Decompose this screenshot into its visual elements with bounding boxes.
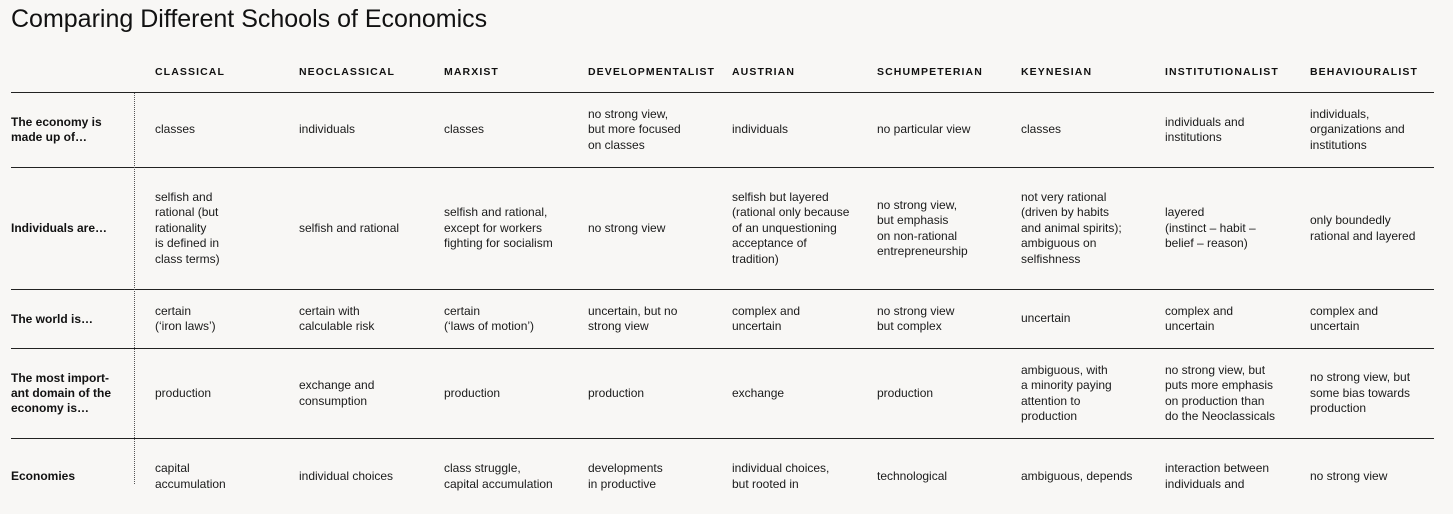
cell-economies-schumpeterian — [877, 439, 1015, 514]
row-label-text: The economy is made up of… — [11, 115, 102, 144]
cell-text: no strong view, but more focused on classes — [588, 106, 681, 152]
cell-text: selfish and rational — [299, 220, 400, 235]
cell-individuals-are-marxist — [444, 168, 582, 289]
cell-individuals-are-schumpeterian — [877, 168, 1015, 289]
cell-text: classes — [444, 122, 485, 137]
cell-most-important-domain-behaviouralist — [1310, 349, 1446, 438]
column-header-classical: CLASSICAL — [155, 66, 225, 78]
cell-individuals-are-developmentalist — [588, 168, 726, 289]
cell-text: ambiguous, with a minority paying attention to production — [1021, 362, 1112, 423]
cell-text: classes — [155, 122, 196, 137]
cell-most-important-domain-institutionalist — [1165, 349, 1303, 438]
cell-text: production — [877, 385, 934, 400]
cell-individuals-are-neoclassical — [299, 168, 437, 289]
cell-economies-austrian — [732, 439, 870, 514]
cell-text: individuals — [299, 122, 356, 137]
cell-most-important-domain-developmentalist — [588, 349, 726, 438]
cell-world-is-behaviouralist — [1310, 290, 1446, 348]
cell-text: complex and uncertain — [1310, 303, 1379, 333]
cell-economy-made-up-of-behaviouralist — [1310, 93, 1446, 167]
cell-text: exchange — [732, 385, 785, 400]
cell-economy-made-up-of-developmentalist — [588, 93, 726, 167]
cell-text: no strong view, but some bias towards production — [1310, 370, 1411, 416]
cell-text: no strong view, but emphasis on non-rational entrepreneurship — [877, 197, 968, 258]
cell-most-important-domain-schumpeterian — [877, 349, 1015, 438]
cell-individuals-are-austrian — [732, 168, 870, 289]
cell-individuals-are-classical — [155, 168, 293, 289]
column-header-schumpeterian: SCHUMPETERIAN — [877, 66, 983, 78]
cell-text: individual choices — [299, 468, 394, 483]
column-header-marxist: MARXIST — [444, 66, 499, 78]
cell-economy-made-up-of-keynesian — [1021, 93, 1159, 167]
cell-text: exchange and consumption — [299, 378, 375, 408]
cell-text: individual choices, but rooted in — [732, 461, 830, 491]
column-header-developmentalist: DEVELOPMENTALIST — [588, 66, 716, 78]
cell-economies-institutionalist — [1165, 439, 1303, 514]
cell-text: developments in productive — [588, 461, 663, 491]
cell-individuals-are-keynesian — [1021, 168, 1159, 289]
cell-most-important-domain-keynesian — [1021, 349, 1159, 438]
cell-text: technological — [877, 468, 948, 483]
page-title: Comparing Different Schools of Economics — [11, 5, 488, 33]
cell-text: class struggle, capital accumulation — [444, 461, 553, 491]
cell-text: complex and uncertain — [732, 303, 801, 333]
cell-text: selfish but layered (rational only because of an unquestioning acceptance of tradition) — [732, 189, 850, 266]
cell-text: layered (instinct – habit – belief – reason) — [1165, 205, 1256, 251]
column-header-austrian: AUSTRIAN — [732, 66, 796, 78]
row-label-economies — [11, 439, 123, 514]
cell-text: uncertain, but no strong view — [588, 303, 678, 333]
row-label-text: Economies — [11, 469, 76, 483]
cell-text: individuals and institutions — [1165, 114, 1245, 144]
cell-text: not very rational (driven by habits and animal spirits); ambiguous on selfishness — [1021, 189, 1122, 266]
cell-text: only boundedly rational and layered — [1310, 213, 1416, 243]
cell-world-is-neoclassical — [299, 290, 437, 348]
cell-text: no strong view but complex — [877, 303, 955, 333]
cell-text: no strong view — [1310, 468, 1388, 483]
cell-text: certain (‘iron laws’) — [155, 303, 216, 333]
label-column-divider — [134, 93, 135, 484]
cell-economy-made-up-of-marxist — [444, 93, 582, 167]
cell-economy-made-up-of-schumpeterian — [877, 93, 1015, 167]
row-label-economy-made-up-of — [11, 93, 123, 167]
cell-individuals-are-institutionalist — [1165, 168, 1303, 289]
column-header-institutionalist: INSTITUTIONALIST — [1165, 66, 1279, 78]
column-header-neoclassical: NEOCLASSICAL — [299, 66, 396, 78]
cell-economies-keynesian — [1021, 439, 1159, 514]
cell-world-is-keynesian — [1021, 290, 1159, 348]
cell-text: uncertain — [1021, 311, 1071, 326]
row-label-individuals-are — [11, 168, 123, 289]
row-label-text: The most import- ant domain of the economy is… — [11, 371, 111, 415]
cell-text: production — [155, 385, 212, 400]
cell-text: individuals, organizations and institutions — [1310, 106, 1405, 152]
cell-text: certain with calculable risk — [299, 303, 375, 333]
cell-economy-made-up-of-institutionalist — [1165, 93, 1303, 167]
cell-economies-neoclassical — [299, 439, 437, 514]
cell-world-is-institutionalist — [1165, 290, 1303, 348]
cell-text: no strong view, but puts more emphasis on production than do the Neoclassicals — [1165, 362, 1276, 423]
cell-most-important-domain-classical — [155, 349, 293, 438]
cell-economy-made-up-of-austrian — [732, 93, 870, 167]
cell-text: no strong view — [588, 220, 666, 235]
cell-economy-made-up-of-neoclassical — [299, 93, 437, 167]
cell-text: classes — [1021, 122, 1062, 137]
cell-text: production — [588, 385, 645, 400]
cell-economies-behaviouralist — [1310, 439, 1446, 514]
cell-world-is-schumpeterian — [877, 290, 1015, 348]
cell-text: interaction between individuals and — [1165, 461, 1270, 491]
cell-most-important-domain-marxist — [444, 349, 582, 438]
cell-most-important-domain-neoclassical — [299, 349, 437, 438]
cell-world-is-developmentalist — [588, 290, 726, 348]
cell-most-important-domain-austrian — [732, 349, 870, 438]
cell-text: complex and uncertain — [1165, 303, 1234, 333]
column-header-behaviouralist: BEHAVIOURALIST — [1310, 66, 1418, 78]
cell-world-is-marxist — [444, 290, 582, 348]
row-label-world-is — [11, 290, 123, 348]
cell-text: capital accumulation — [155, 461, 226, 491]
cell-text: ambiguous, depends — [1021, 468, 1133, 483]
cell-text: selfish and rational, except for workers fighting for socialism — [444, 205, 553, 251]
cell-world-is-classical — [155, 290, 293, 348]
column-header-keynesian: KEYNESIAN — [1021, 66, 1093, 78]
cell-text: no particular view — [877, 122, 971, 137]
row-label-text: The world is… — [11, 311, 94, 326]
cell-economies-marxist — [444, 439, 582, 514]
cell-world-is-austrian — [732, 290, 870, 348]
cell-text: certain (‘laws of motion’) — [444, 303, 535, 333]
row-label-most-important-domain — [11, 349, 123, 438]
cell-economies-developmentalist — [588, 439, 726, 514]
cell-text: selfish and rational (but rationality is defined in class terms) — [155, 189, 220, 266]
cell-economies-classical — [155, 439, 293, 514]
cell-individuals-are-behaviouralist — [1310, 168, 1446, 289]
row-label-text: Individuals are… — [11, 221, 108, 235]
cell-text: individuals — [732, 122, 789, 137]
cell-text: production — [444, 385, 501, 400]
cell-economy-made-up-of-classical — [155, 93, 293, 167]
